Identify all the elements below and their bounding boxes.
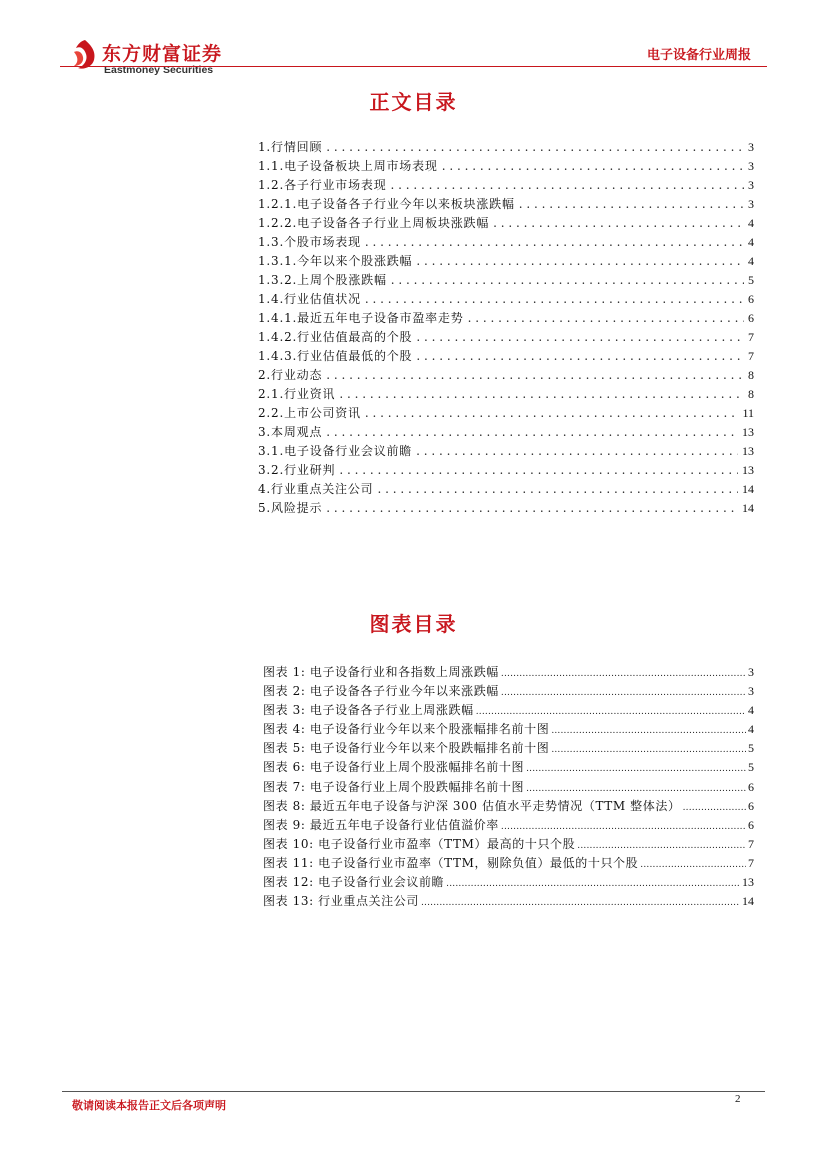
logo-chinese-name: 东方财富证券 [102,43,223,65]
page-number: 2 [735,1093,741,1105]
figure-entry[interactable] [263,816,754,835]
dot-leader [526,784,746,794]
toc-entry[interactable] [258,404,754,423]
dot-leader [519,197,744,211]
toc-entry-label: 1.行情回顾 [258,140,323,154]
toc-entry-label: 3.1.电子设备行业会议前瞻 [258,444,413,458]
dot-leader [551,726,746,736]
figure-entry[interactable] [263,854,754,873]
figure-entry-page: 4 [748,722,754,737]
toc-entry-label: 1.4.行业估值状况 [258,292,361,306]
dot-leader [442,159,744,173]
figure-entry-label: 图表 8: 最近五年电子设备与沪深 300 估值水平走势情况（TTM 整体法） [263,798,681,813]
toc-entry-page: 5 [748,273,754,287]
dot-leader [468,311,744,325]
figure-entry-label: 图表 4: 电子设备行业今年以来个股涨幅排名前十图 [263,722,550,737]
toc-list [258,138,754,518]
figure-entry[interactable] [263,682,754,701]
figure-entry-label: 图表 5: 电子设备行业今年以来个股跌幅排名前十图 [263,741,550,756]
dot-leader [446,879,740,889]
toc-entry-label: 2.行业动态 [258,368,323,382]
toc-entry-page: 6 [748,311,754,325]
toc-title: 正文目录 [369,90,458,114]
toc-entry[interactable] [258,385,754,404]
figure-entry[interactable] [263,701,754,720]
figures-list [263,663,754,911]
dot-leader [391,273,744,287]
disclaimer-text: 敬请阅读本报告正文后各项声明 [72,1099,226,1112]
toc-entry-page: 14 [742,501,754,515]
toc-entry-page: 13 [742,425,754,439]
figure-entry-label: 图表 1: 电子设备行业和各指数上周涨跌幅 [263,665,499,679]
figure-entry[interactable] [263,739,754,758]
toc-entry-label: 4.行业重点关注公司 [258,482,374,496]
toc-entry-label: 2.1.行业资讯 [258,387,336,401]
toc-entry-page: 3 [748,197,754,211]
header-divider [60,66,767,67]
toc-entry-page: 14 [742,482,754,496]
toc-entry[interactable] [258,176,754,195]
dot-leader [326,501,738,515]
dot-leader [501,688,746,698]
dot-leader [365,235,744,249]
figure-entry-page: 13 [742,875,754,890]
figure-entry[interactable] [263,758,754,777]
figure-entry-page: 14 [742,894,754,909]
figure-entry-label: 图表 9: 最近五年电子设备行业估值溢价率 [263,817,499,832]
toc-entry-label: 3.本周观点 [258,425,323,439]
toc-entry-label: 3.2.行业研判 [258,463,336,477]
figure-entry-page: 7 [748,855,754,870]
dot-leader [416,254,744,268]
dot-leader [326,368,744,382]
dot-leader [526,764,746,774]
figure-entry[interactable] [263,778,754,797]
figure-entry-label: 图表 3: 电子设备各子行业上周涨跌幅 [263,703,474,718]
figure-entry[interactable] [263,835,754,854]
toc-entry-page: 7 [748,349,754,363]
figure-entry-label: 图表 11: 电子设备行业市盈率（TTM，剔除负值）最低的十只个股 [263,855,639,870]
toc-entry-label: 1.4.1.最近五年电子设备市盈率走势 [258,311,464,325]
dot-leader [640,860,746,870]
toc-entry-label: 1.3.2.上周个股涨跌幅 [258,273,387,287]
toc-entry[interactable] [258,499,754,518]
dot-leader [683,803,746,813]
dot-leader [391,178,745,192]
dot-leader [365,292,744,306]
toc-entry[interactable] [258,309,754,328]
company-logo [70,38,240,78]
toc-entry-page: 6 [748,292,754,306]
dot-leader [501,822,746,832]
report-type-label: 电子设备行业周报 [646,48,751,63]
dot-leader [365,406,739,420]
toc-entry[interactable] [258,480,754,499]
dot-leader [339,387,744,401]
figure-entry-page: 6 [748,817,754,832]
figure-entry[interactable] [263,663,754,682]
dot-leader [326,140,744,154]
dot-leader [421,898,740,908]
logo-english-name: Eastmoney Securities [104,64,214,76]
toc-entry-label: 1.2.各子行业市场表现 [258,178,387,192]
figure-entry[interactable] [263,892,754,911]
toc-entry-label: 1.3.1.今年以来个股涨跌幅 [258,254,413,268]
toc-entry-label: 1.4.2.行业估值最高的个股 [258,330,413,344]
dot-leader [476,707,746,717]
figures-title: 图表目录 [369,612,458,636]
toc-entry-page: 3 [748,140,754,154]
toc-entry-page: 4 [748,235,754,249]
toc-entry[interactable] [258,328,754,347]
toc-entry[interactable] [258,442,754,461]
dot-leader [416,444,738,458]
figure-entry-label: 图表 10: 电子设备行业市盈率（TTM）最高的十只个股 [263,836,576,851]
toc-entry[interactable] [258,271,754,290]
figure-entry-label: 图表 2: 电子设备各子行业今年以来涨跌幅 [263,684,499,699]
toc-entry[interactable] [258,195,754,214]
dot-leader [416,330,744,344]
figure-entry-page: 6 [748,779,754,794]
figure-entry-label: 图表 6: 电子设备行业上周个股涨幅排名前十图 [263,760,525,775]
toc-entry-page: 3 [748,178,754,192]
figure-entry-page: 4 [748,703,754,718]
toc-entry[interactable] [258,461,754,480]
toc-entry[interactable] [258,157,754,176]
toc-entry-page: 4 [748,216,754,230]
toc-entry-label: 1.4.3.行业估值最低的个股 [258,349,413,363]
figure-entry-label: 图表 12: 电子设备行业会议前瞻 [263,875,445,890]
figure-entry[interactable] [263,720,754,739]
toc-entry-label: 1.2.2.电子设备各子行业上周板块涨跌幅 [258,216,490,230]
toc-entry-label: 1.2.1.电子设备各子行业今年以来板块涨跌幅 [258,197,515,211]
figure-entry-page: 3 [748,665,754,679]
toc-entry-page: 8 [748,387,754,401]
toc-entry-label: 2.2.上市公司资讯 [258,406,361,420]
figure-entry-page: 6 [748,798,754,813]
toc-entry[interactable] [258,233,754,252]
dot-leader [493,216,744,230]
toc-entry[interactable] [258,423,754,442]
toc-entry[interactable] [258,252,754,271]
dot-leader [577,841,746,851]
toc-entry-page: 7 [748,330,754,344]
toc-entry-label: 5.风险提示 [258,501,323,515]
toc-entry[interactable] [258,138,754,157]
dot-leader [339,463,738,477]
toc-entry[interactable] [258,290,754,309]
dot-leader [377,482,738,496]
dot-leader [501,669,746,679]
toc-entry[interactable] [258,366,754,385]
toc-entry-page: 4 [748,254,754,268]
dot-leader [326,425,738,439]
toc-entry-page: 11 [742,406,754,420]
footer-divider [62,1091,765,1092]
figure-entry[interactable] [263,873,754,892]
figure-entry-page: 5 [748,760,754,775]
figure-entry-page: 5 [748,741,754,756]
toc-entry-label: 1.3.个股市场表现 [258,235,361,249]
toc-entry-page: 13 [742,444,754,458]
toc-entry-page: 8 [748,368,754,382]
toc-entry[interactable] [258,347,754,366]
toc-entry-label: 1.1.电子设备板块上周市场表现 [258,159,438,173]
toc-entry-page: 13 [742,463,754,477]
figure-entry-label: 图表 13: 行业重点关注公司 [263,894,419,909]
toc-entry[interactable] [258,214,754,233]
dot-leader [416,349,744,363]
figure-entry[interactable] [263,797,754,816]
figure-entry-label: 图表 7: 电子设备行业上周个股跌幅排名前十图 [263,779,525,794]
toc-entry-page: 3 [748,159,754,173]
dot-leader [551,745,746,755]
figure-entry-page: 3 [748,684,754,699]
figure-entry-page: 7 [748,836,754,851]
